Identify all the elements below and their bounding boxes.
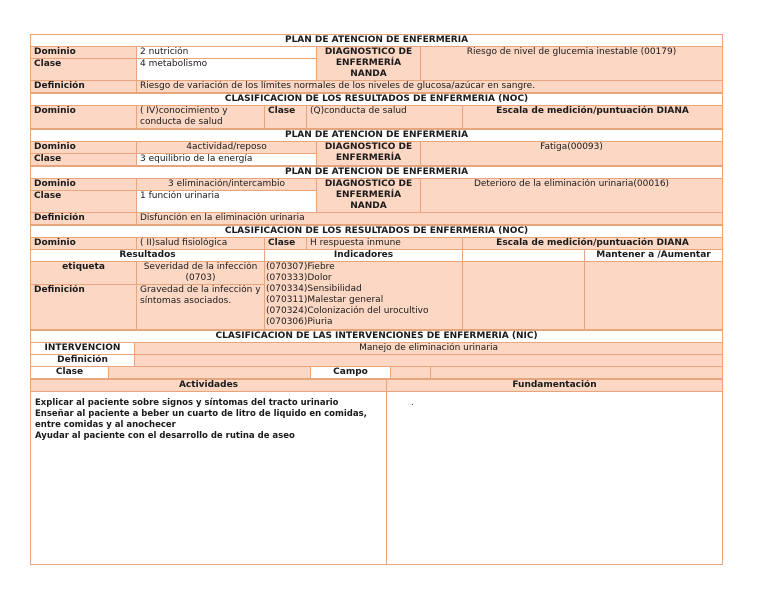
plan-3-mantener-cell (585, 262, 723, 330)
plan-3-def-label: Definición (31, 213, 137, 225)
care-plan-sheet (30, 34, 722, 565)
plan-3-table (30, 166, 723, 225)
plan-1-clase-value: 4 metabolismo (137, 59, 317, 81)
plan-3-fundamentacion-label: Fundamentación (387, 380, 723, 392)
plan-1-noc-table (30, 93, 723, 129)
plan-1-clase-label: Clase (31, 59, 137, 81)
plan-3-nic-title: CLASIFICACIÓN DE LAS INTERVENCIONES DE ENFERMERÍA (NIC) (31, 331, 723, 343)
plan-1-noc-title: CLASIFICACIÓN DE LOS RESULTADOS DE ENFERMERÍA (NOC) (31, 94, 723, 106)
plan-3-definicion-label: Definición (31, 285, 137, 330)
plan-1-def-label: Definición (31, 81, 137, 93)
actividad-item: Explicar al paciente sobre signos y síntomas del tracto urinario (35, 398, 339, 408)
plan-3-resultados-label: Resultados (31, 250, 265, 262)
actividad-item: Ayudar al paciente con el desarrollo de rutina de aseo (35, 431, 295, 441)
indicador-item: (070334)Sensibilidad (266, 284, 362, 294)
plan-3-nic-clase-label: Clase (31, 367, 109, 379)
plan-2-dominio-label: Dominio (31, 142, 137, 154)
indicador-item: (070311)Malestar general (266, 295, 384, 305)
plan-1-noc-dominio-label: Dominio (31, 106, 137, 129)
plan-2-dominio-value: 4actividad/reposo (137, 142, 317, 154)
plan-3-campo-value (431, 367, 723, 379)
plan-3-diag-value: Deterioro de la eliminación urinaria(00016) (421, 179, 723, 213)
plan-3-campo-gap (391, 367, 431, 379)
plan-3-nic-table (30, 330, 723, 379)
plan-1-diag-label: DIAGNÓSTICO DE ENFERMERÍA NANDA (317, 47, 421, 81)
plan-3-campo-label: Campo (311, 367, 391, 379)
plan-2-clase-label: Clase (31, 154, 137, 166)
plan-1-noc-dominio-value: ( IV)conocimiento y conducta de salud (137, 106, 265, 129)
plan-3-diag-label: DIAGNÓSTICO DE ENFERMERÍA NANDA (317, 179, 421, 213)
plan-1-escala-label: Escala de medición/puntuación DIANA (463, 106, 723, 129)
plan-2-title: PLAN DE ATENCIÓN DE ENFERMERIA (31, 130, 723, 142)
indicador-item: (070324)Colonización del urocultivo (266, 306, 429, 316)
indicador-item: (070333)Dolor (266, 273, 332, 283)
plan-3-empty-header (463, 250, 585, 262)
plan-2-diag-value: Fatiga(00093) (421, 142, 723, 166)
plan-3-title: PLAN DE ATENCIÓN DE ENFERMERIA (31, 167, 723, 179)
plan-2-clase-value: 3 equilibrio de la energía (137, 154, 317, 166)
plan-1-dominio-label: Dominio (31, 47, 137, 59)
plan-3-nic-clase-value (109, 367, 311, 379)
plan-1-noc-clase-value: (Q)conducta de salud (307, 106, 463, 129)
plan-3-noc-title: CLASIFICACIÓN DE LOS RESULTADOS DE ENFERMERÍA (NOC) (31, 226, 723, 238)
plan-3-nic-def-label: Definición (31, 355, 135, 367)
plan-3-fundamentacion-content: . (387, 392, 723, 565)
plan-3-def-value: Disfunción en la eliminación urinaria (137, 213, 723, 225)
plan-1-diag-value: Riesgo de nivel de glucemia inestable (00179) (421, 47, 723, 81)
actividad-item: Enseñar al paciente a beber un cuarto de litro de liquido en comidas, entre comidas y al anochecer (35, 409, 367, 430)
plan-3-escala-label: Escala de medición/puntuación DIANA (463, 238, 723, 250)
plan-3-dominio-label: Dominio (31, 179, 137, 191)
plan-2-diag-label: DIAGNÓSTICO DE ENFERMERÍA (317, 142, 421, 166)
plan-3-actividades-content (31, 392, 387, 565)
plan-3-dominio-value: 3 eliminación/intercambio (137, 179, 317, 191)
plan-3-actividades-label: Actividades (31, 380, 387, 392)
plan-3-definicion-value: Gravedad de la infección y síntomas asociados. (137, 285, 265, 330)
plan-1-def-value: Riesgo de variación de los límites normales de los niveles de glucosa/azúcar en sangre. (137, 81, 723, 93)
plan-1-noc-clase-label: Clase (265, 106, 307, 129)
plan-3-indicadores-list (265, 262, 463, 330)
plan-3-clase-value: 1 función urinaria (137, 191, 317, 213)
indicador-item: (070306)Piuria (266, 317, 333, 327)
plan-3-intervencion-label: INTERVENCIÓN (31, 343, 135, 355)
plan-1-dominio-value: 2 nutrición (137, 47, 317, 59)
plan-3-noc-dominio-label: Dominio (31, 238, 137, 250)
plan-3-mantener-label: Mantener a /Aumentar (585, 250, 723, 262)
plan-2-table (30, 129, 723, 166)
plan-3-nic-def-value (135, 355, 723, 367)
plan-3-clase-label: Clase (31, 191, 137, 213)
plan-3-indicadores-label: Indicadores (265, 250, 463, 262)
plan-3-intervencion-value: Manejo de eliminación urinaria (135, 343, 723, 355)
plan-3-etiqueta-label: etiqueta (31, 262, 137, 285)
plan-1-table (30, 34, 723, 93)
plan-3-etiqueta-value: Severidad de la infección (0703) (137, 262, 265, 285)
plan-3-noc-clase-value: H respuesta inmune (307, 238, 463, 250)
plan-3-escala-cell (463, 262, 585, 330)
plan-3-noc-table (30, 225, 723, 330)
plan-3-noc-dominio-value: ( II)salud fisiológica (137, 238, 265, 250)
plan-3-noc-clase-label: Clase (265, 238, 307, 250)
plan-1-title: PLAN DE ATENCIÓN DE ENFERMERIA (31, 35, 723, 47)
plan-3-activities-table (30, 379, 723, 565)
indicador-item: (070307)Fiebre (266, 262, 335, 272)
